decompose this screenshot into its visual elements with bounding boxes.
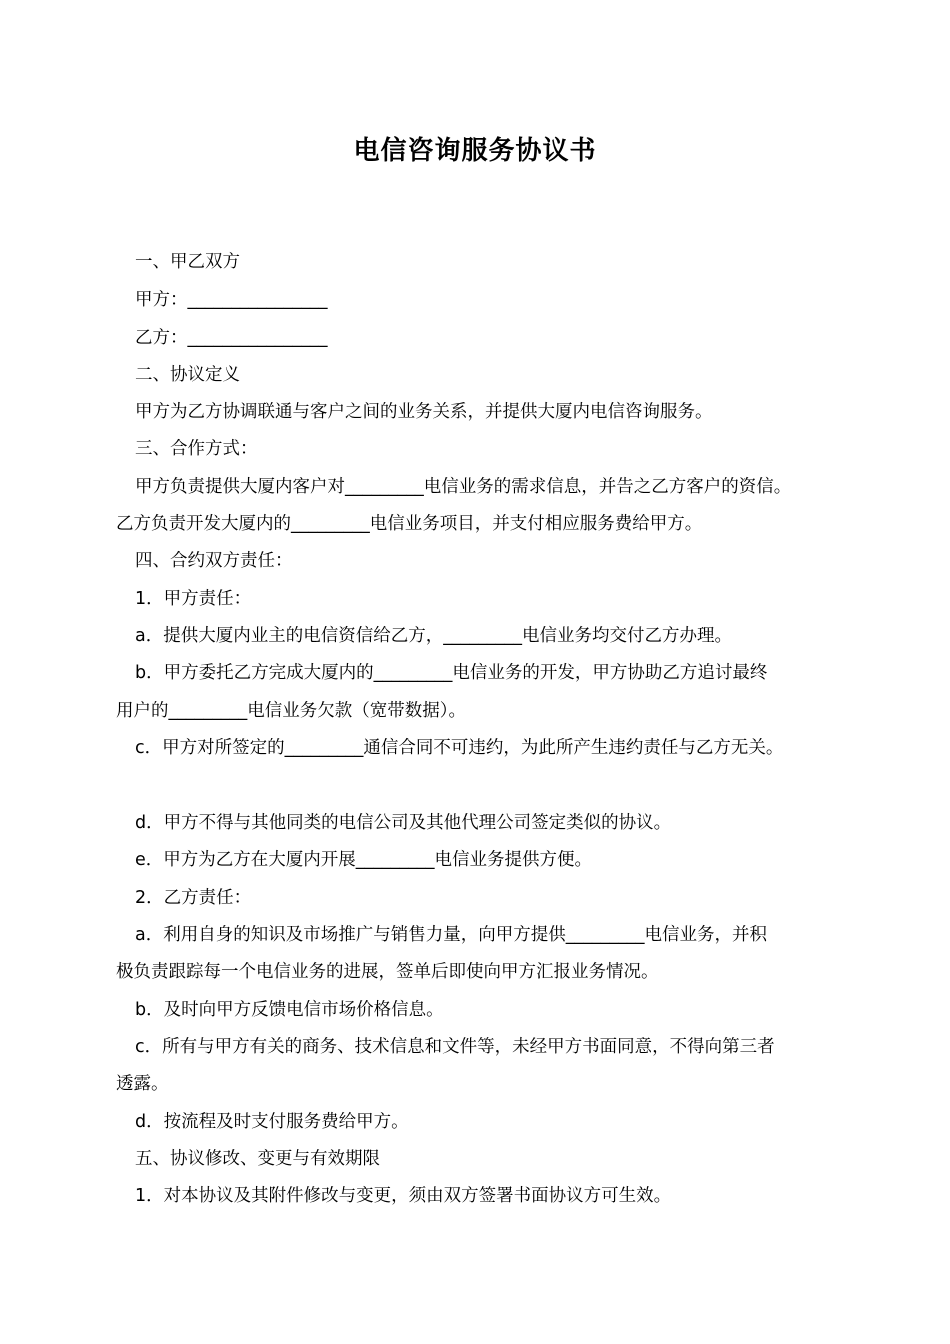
clause-a-item-d: d．甲方不得与其他同类的电信公司及其他代理公司签定类似的协议。	[135, 813, 672, 833]
clause-amendment-item-1: 1．对本协议及其附件修改与变更，须由双方签署书面协议方可生效。	[135, 1186, 672, 1206]
section-heading-definition: 二、协议定义	[135, 365, 240, 385]
section-heading-cooperation: 三、合作方式：	[135, 439, 258, 459]
paragraph-cooperation-line-1: 甲方负责提供大厦内客户对_________电信业务的需求信息，并告之乙方客户的资信。	[135, 477, 792, 497]
section-heading-parties: 一、甲乙双方	[135, 252, 240, 272]
clause-b-item-c-line-2: 透露。	[116, 1074, 169, 1094]
party-b-field: 乙方：________________	[135, 328, 328, 348]
clause-b-item-a-line-1: a．利用自身的知识及市场推广与销售力量，向甲方提供_________电信业务，并积	[135, 925, 767, 945]
clause-b-item-d: d．按流程及时支付服务费给甲方。	[135, 1112, 409, 1132]
clause-b-item-a-line-2: 极负责跟踪每一个电信业务的进展，签单后即使向甲方汇报业务情况。	[116, 962, 659, 982]
clause-b-item-c-line-1: c．所有与甲方有关的商务、技术信息和文件等，未经甲方书面同意，不得向第三者	[135, 1037, 775, 1057]
clause-a-item-b-line-2: 用户的_________电信业务欠款（宽带数据）。	[116, 701, 466, 721]
clause-a-item-e: e．甲方为乙方在大厦内开展_________电信业务提供方便。	[135, 850, 593, 870]
subheading-party-a-responsibilities: 1．甲方责任：	[135, 589, 252, 609]
clause-b-item-b: b．及时向甲方反馈电信市场价格信息。	[135, 1000, 444, 1020]
party-a-field: 甲方：________________	[135, 290, 328, 310]
paragraph-definition: 甲方为乙方协调联通与客户之间的业务关系，并提供大厦内电信咨询服务。	[135, 402, 713, 422]
subheading-party-b-responsibilities: 2．乙方责任：	[135, 888, 252, 908]
clause-a-item-c: c．甲方对所签定的_________通信合同不可违约，为此所产生违约责任与乙方无关。	[135, 738, 784, 758]
document-title: 电信咨询服务协议书	[353, 136, 597, 166]
clause-a-item-b-line-1: b．甲方委托乙方完成大厦内的_________电信业务的开发，甲方协助乙方追讨最终	[135, 663, 768, 683]
section-heading-responsibilities: 四、合约双方责任：	[135, 551, 293, 571]
paragraph-cooperation-line-2: 乙方负责开发大厦内的_________电信业务项目，并支付相应服务费给甲方。	[116, 514, 703, 534]
section-heading-amendment: 五、协议修改、变更与有效期限	[135, 1149, 380, 1169]
clause-a-item-a: a．提供大厦内业主的电信资信给乙方，_________电信业务均交付乙方办理。	[135, 626, 732, 646]
